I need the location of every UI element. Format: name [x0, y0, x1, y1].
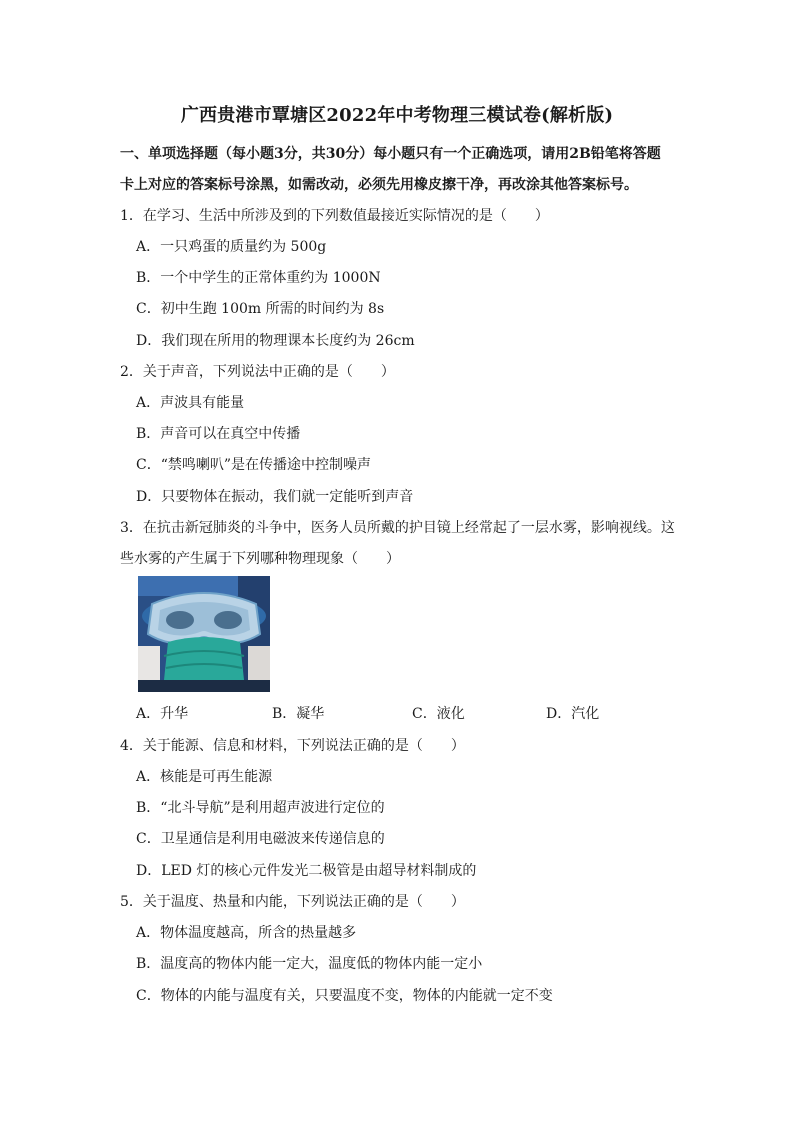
question-3-stem-line-1: 3．在抗击新冠肺炎的斗争中，医务人员所戴的护目镜上经常起了一层水雾，影响视线。这 [120, 520, 675, 536]
question-2-option-b: B．声音可以在真空中传播 [136, 426, 301, 442]
exam-title: 广西贵港市覃塘区2022年中考物理三模试卷(解析版) [180, 105, 614, 126]
question-5-option-c: C．物体的内能与温度有关，只要温度不变，物体的内能就一定不变 [136, 988, 553, 1004]
question-3-stem-line-2: 些水雾的产生属于下列哪种物理现象（ ） [120, 551, 400, 567]
goggles-photo [138, 576, 270, 692]
question-2-option-a: A．声波具有能量 [136, 395, 245, 411]
question-5-option-b: B．温度高的物体内能一定大，温度低的物体内能一定小 [136, 956, 483, 972]
section-instructions-line-1: 一、单项选择题（每小题3分，共30分）每小题只有一个正确选项，请用2B铅笔将答题 [120, 146, 661, 162]
question-3-option-b: B．凝华 [272, 706, 325, 722]
question-1-option-b: B．一个中学生的正常体重约为 1000N [136, 270, 381, 286]
question-2-stem: 2．关于声音，下列说法中正确的是（ ） [120, 364, 395, 380]
question-1-stem: 1．在学习、生活中所涉及到的下列数值最接近实际情况的是（ ） [120, 208, 549, 224]
question-4-option-a: A．核能是可再生能源 [136, 769, 273, 785]
question-2-option-c: C．“禁鸣喇叭”是在传播途中控制噪声 [136, 457, 372, 473]
goggles-illustration [138, 576, 270, 692]
question-4-option-c: C．卫星通信是利用电磁波来传递信息的 [136, 831, 385, 847]
question-3-option-d: D．汽化 [546, 706, 600, 722]
question-2-option-d: D．只要物体在振动，我们就一定能听到声音 [136, 489, 414, 505]
question-3-option-c: C．液化 [412, 706, 465, 722]
question-5-stem: 5．关于温度、热量和内能，下列说法正确的是（ ） [120, 894, 465, 910]
question-4-option-b: B．“北斗导航”是利用超声波进行定位的 [136, 800, 385, 816]
question-1-option-d: D．我们现在所用的物理课本长度约为 26cm [136, 333, 415, 349]
question-3-option-a: A．升华 [136, 706, 189, 722]
section-instructions-line-2: 卡上对应的答案标号涂黑，如需改动，必须先用橡皮擦干净，再改涂其他答案标号。 [120, 177, 638, 193]
question-5-option-a: A．物体温度越高，所含的热量越多 [136, 925, 357, 941]
question-3-options [136, 704, 696, 724]
question-1-option-c: C．初中生跑 100m 所需的时间约为 8s [136, 301, 385, 317]
question-1-option-a: A．一只鸡蛋的质量约为 500g [136, 239, 327, 255]
question-4-stem: 4．关于能源、信息和材料，下列说法正确的是（ ） [120, 738, 465, 754]
question-4-option-d: D．LED 灯的核心元件发光二极管是由超导材料制成的 [136, 863, 477, 879]
